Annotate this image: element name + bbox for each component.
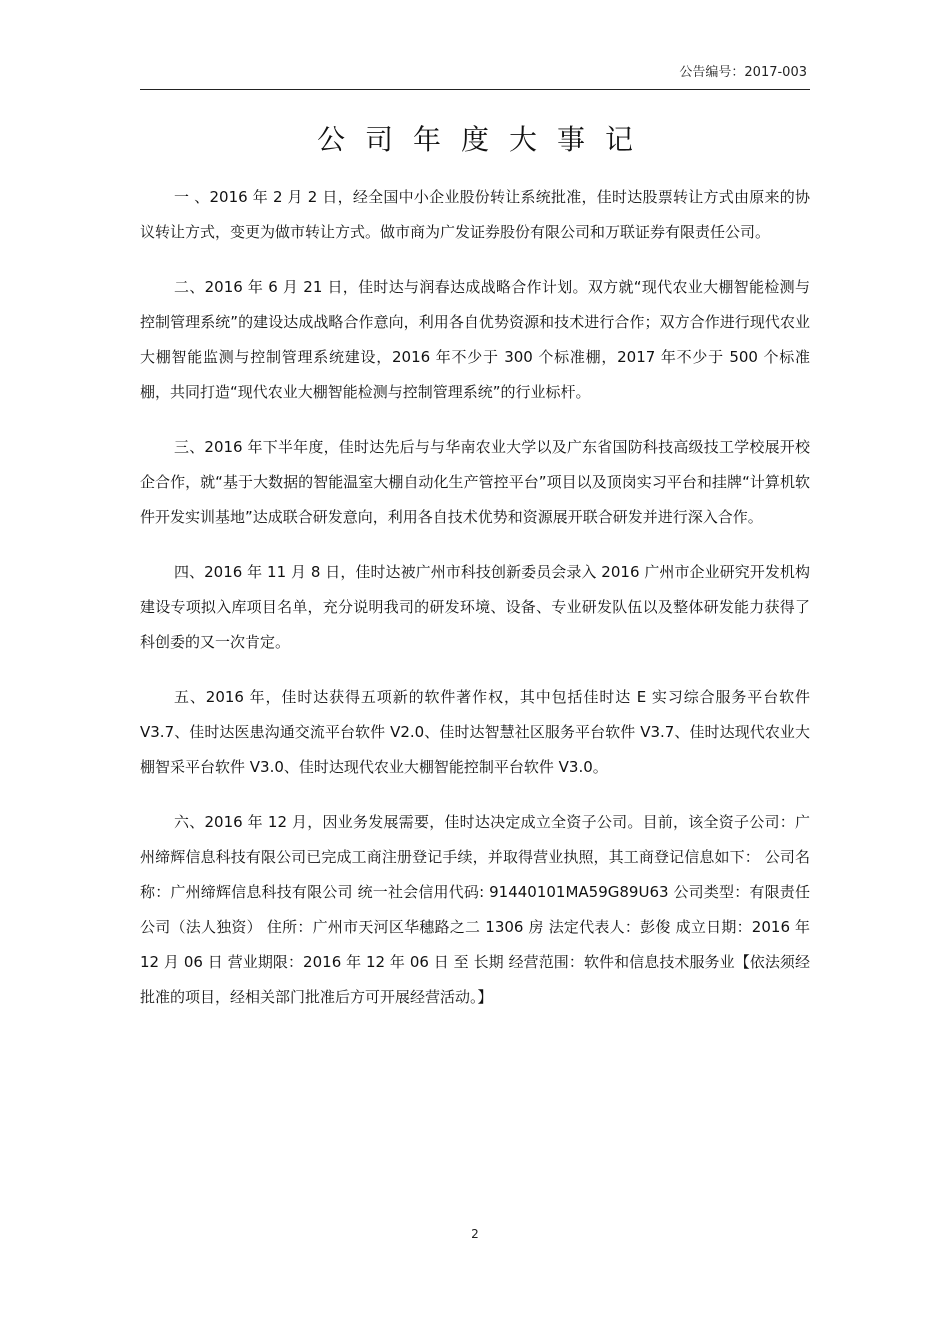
event-paragraph-3: 三、2016 年下半年度，佳时达先后与与华南农业大学以及广东省国防科技高级技工学校展开校企合作，就“基于大数据的智能温室大棚自动化生产管控平台”项目以及顶岗实习平台和挂牌“计算机软件开发实训基地”达成联合研发意向，利用各自技术优势和资源展开联合研发并进行深入合作。	[140, 438, 810, 526]
event-paragraph-6: 六、2016 年 12 月，因业务发展需要，佳时达决定成立全资子公司。目前，该全资子公司：广州缔辉信息科技有限公司已完成工商注册登记手续，并取得营业执照，其工商登记信息如下： 公司名称：广州缔辉信息科技有限公司 统一社会信用代码: 91440101MA59G89U63 公司类型：有限责任公司（法人独资） 住所：广州市天河区华穗路之二 1306 房 法定代表人：彭俊 成立日期：2016 年 12 月 06 日 营业期限：2016 年 12 年 06 日 至 长期 经营范围：软件和信息技术服务业【依法须经批准的项目，经相关部门批准后方可开展经营活动。】	[140, 813, 810, 1006]
header-divider	[140, 89, 810, 90]
event-paragraph-1: 一 、2016 年 2 月 2 日，经全国中小企业股份转让系统批准，佳时达股票转让方式由原来的协议转让方式，变更为做市转让方式。做市商为广发证券股份有限公司和万联证券有限责任公司。	[140, 188, 810, 241]
page-number: 2	[471, 1227, 479, 1241]
page-title: 公司年度大事记	[316, 123, 653, 156]
event-paragraph-5: 五、2016 年，佳时达获得五项新的软件著作权，其中包括佳时达 E 实习综合服务平台软件 V3.7、佳时达医患沟通交流平台软件 V2.0、佳时达智慧社区服务平台软件 V3.7、佳时达现代农业大棚智采平台软件 V3.0、佳时达现代农业大棚智能控制平台软件 V3.0。	[140, 688, 810, 776]
event-paragraph-2: 二、2016 年 6 月 21 日，佳时达与润春达成战略合作计划。双方就“现代农业大棚智能检测与控制管理系统”的建设达成战略合作意向，利用各自优势资源和技术进行合作；双方合作进行现代农业大棚智能监测与控制管理系统建设，2016 年不少于 300 个标准棚，2017 年不少于 500 个标准棚，共同打造“现代农业大棚智能检测与控制管理系统”的行业标杆。	[140, 278, 810, 401]
event-paragraph-4: 四、2016 年 11 月 8 日，佳时达被广州市科技创新委员会录入 2016 广州市企业研究开发机构建设专项拟入库项目名单，充分说明我司的研发环境、设备、专业研发队伍以及整体研发能力获得了科创委的又一次肯定。	[140, 563, 810, 651]
announcement-number: 公告编号：2017-003	[679, 65, 807, 80]
document-body	[140, 180, 810, 1035]
